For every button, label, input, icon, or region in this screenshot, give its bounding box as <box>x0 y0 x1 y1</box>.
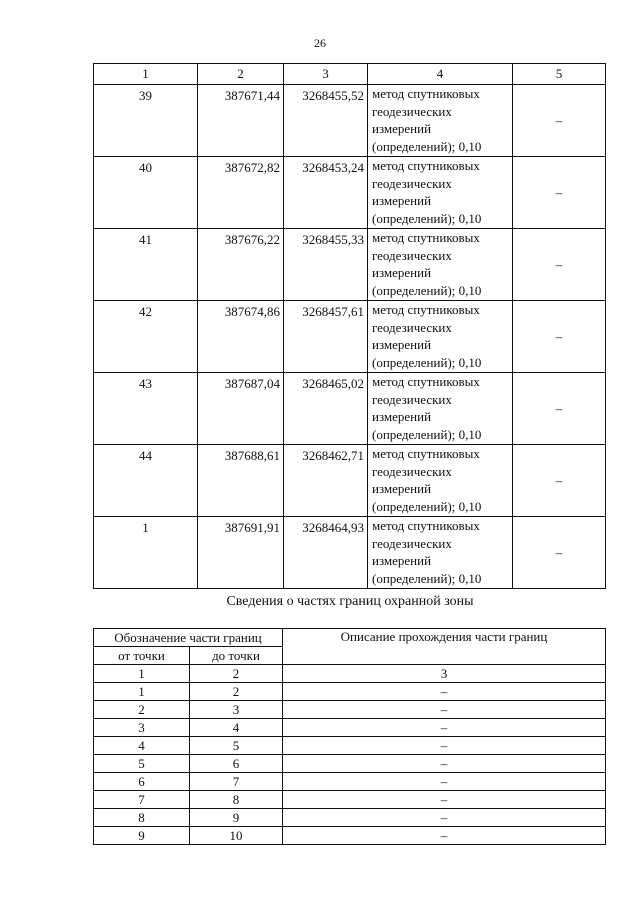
coord-x: 387691,91 <box>198 517 284 589</box>
table-row <box>94 517 606 589</box>
point-number: 40 <box>94 157 198 229</box>
from-point: 3 <box>94 719 190 737</box>
coord-y: 3268455,33 <box>284 229 368 301</box>
coord-x: 387671,44 <box>198 85 284 157</box>
note-dash: – <box>513 229 606 301</box>
table-row <box>94 827 606 845</box>
to-point: 8 <box>190 791 283 809</box>
table-row <box>94 683 606 701</box>
point-number: 43 <box>94 373 198 445</box>
table-row <box>94 373 606 445</box>
boundary-from-header: от точки <box>94 647 190 665</box>
method-line: метод спутниковых <box>372 518 480 533</box>
method-line: геодезических <box>372 175 452 191</box>
method-line: геодезических <box>372 247 452 263</box>
coord-y: 3268465,02 <box>284 373 368 445</box>
method-line: метод спутниковых <box>372 302 480 317</box>
coord-y: 3268462,71 <box>284 445 368 517</box>
table-row <box>94 791 606 809</box>
table-row <box>94 701 606 719</box>
to-point: 9 <box>190 809 283 827</box>
section-title: Сведения о частях границ охранной зоны <box>226 594 474 609</box>
to-point: 10 <box>190 827 283 845</box>
header-col-5: 5 <box>513 64 606 85</box>
method-line: измерений <box>372 337 432 352</box>
note-dash: – <box>513 373 606 445</box>
table-row <box>94 773 606 791</box>
part-description: – <box>283 755 606 773</box>
from-point: 8 <box>94 809 190 827</box>
method-description <box>368 301 513 373</box>
table-row <box>94 755 606 773</box>
point-number: 44 <box>94 445 198 517</box>
method-line: геодезических <box>372 391 452 407</box>
method-line: измерений <box>372 553 432 568</box>
method-description <box>368 157 513 229</box>
boundary-desc-header: Описание прохождения части границ <box>283 629 606 665</box>
note-dash: – <box>513 517 606 589</box>
point-number: 41 <box>94 229 198 301</box>
coord-x: 387688,61 <box>198 445 284 517</box>
to-point: 7 <box>190 773 283 791</box>
method-description <box>368 85 513 157</box>
boundary-num-1: 1 <box>94 665 190 683</box>
table-row <box>94 719 606 737</box>
method-line: (определений); 0,10 <box>372 138 482 154</box>
table-row <box>94 85 606 157</box>
note-dash: – <box>513 445 606 517</box>
to-point: 6 <box>190 755 283 773</box>
coord-x: 387687,04 <box>198 373 284 445</box>
method-line: метод спутниковых <box>372 446 480 461</box>
note-dash: – <box>513 301 606 373</box>
boundary-parts-table <box>93 628 606 845</box>
page-number: 26 <box>314 36 326 50</box>
point-number: 42 <box>94 301 198 373</box>
from-point: 7 <box>94 791 190 809</box>
method-description <box>368 445 513 517</box>
boundary-header-row-1 <box>94 629 606 647</box>
to-point: 4 <box>190 719 283 737</box>
method-description <box>368 373 513 445</box>
method-description <box>368 517 513 589</box>
method-line: (определений); 0,10 <box>372 498 482 514</box>
header-col-3: 3 <box>284 64 368 85</box>
table-row <box>94 301 606 373</box>
method-line: метод спутниковых <box>372 230 480 245</box>
coord-y: 3268457,61 <box>284 301 368 373</box>
coord-y: 3268453,24 <box>284 157 368 229</box>
from-point: 9 <box>94 827 190 845</box>
note-dash: – <box>513 85 606 157</box>
method-line: измерений <box>372 409 432 424</box>
header-col-2: 2 <box>198 64 284 85</box>
coord-y: 3268464,93 <box>284 517 368 589</box>
from-point: 6 <box>94 773 190 791</box>
part-description: – <box>283 719 606 737</box>
from-point: 4 <box>94 737 190 755</box>
method-line: метод спутниковых <box>372 374 480 389</box>
header-col-1: 1 <box>94 64 198 85</box>
method-line: (определений); 0,10 <box>372 210 482 226</box>
coord-x: 387676,22 <box>198 229 284 301</box>
point-number: 39 <box>94 85 198 157</box>
coord-x: 387672,82 <box>198 157 284 229</box>
from-point: 5 <box>94 755 190 773</box>
part-description: – <box>283 773 606 791</box>
from-point: 2 <box>94 701 190 719</box>
coordinates-table <box>93 63 606 589</box>
method-line: измерений <box>372 121 432 136</box>
to-point: 3 <box>190 701 283 719</box>
method-line: измерений <box>372 481 432 496</box>
table-row <box>94 809 606 827</box>
part-description: – <box>283 683 606 701</box>
point-number: 1 <box>94 517 198 589</box>
part-description: – <box>283 701 606 719</box>
method-description <box>368 229 513 301</box>
to-point: 2 <box>190 683 283 701</box>
method-line: геодезических <box>372 103 452 119</box>
boundary-to-header: до точки <box>190 647 283 665</box>
part-description: – <box>283 737 606 755</box>
method-line: (определений); 0,10 <box>372 570 482 586</box>
table-row <box>94 157 606 229</box>
part-description: – <box>283 791 606 809</box>
method-line: геодезических <box>372 463 452 479</box>
boundary-group-header: Обозначение части границ <box>94 629 283 647</box>
method-line: (определений); 0,10 <box>372 426 482 442</box>
table-row <box>94 445 606 517</box>
method-line: метод спутниковых <box>372 158 480 173</box>
from-point: 1 <box>94 683 190 701</box>
method-line: (определений); 0,10 <box>372 354 482 370</box>
note-dash: – <box>513 157 606 229</box>
coord-y: 3268455,52 <box>284 85 368 157</box>
method-line: измерений <box>372 193 432 208</box>
boundary-num-3: 3 <box>283 665 606 683</box>
method-line: геодезических <box>372 535 452 551</box>
to-point: 5 <box>190 737 283 755</box>
method-line: измерений <box>372 265 432 280</box>
part-description: – <box>283 827 606 845</box>
method-line: метод спутниковых <box>372 86 480 101</box>
method-line: (определений); 0,10 <box>372 282 482 298</box>
boundary-num-2: 2 <box>190 665 283 683</box>
part-description: – <box>283 809 606 827</box>
header-col-4: 4 <box>368 64 513 85</box>
coord-x: 387674,86 <box>198 301 284 373</box>
boundary-numbering-row <box>94 665 606 683</box>
table-row <box>94 737 606 755</box>
table-row <box>94 229 606 301</box>
method-line: геодезических <box>372 319 452 335</box>
coordinates-header-row <box>94 64 606 85</box>
